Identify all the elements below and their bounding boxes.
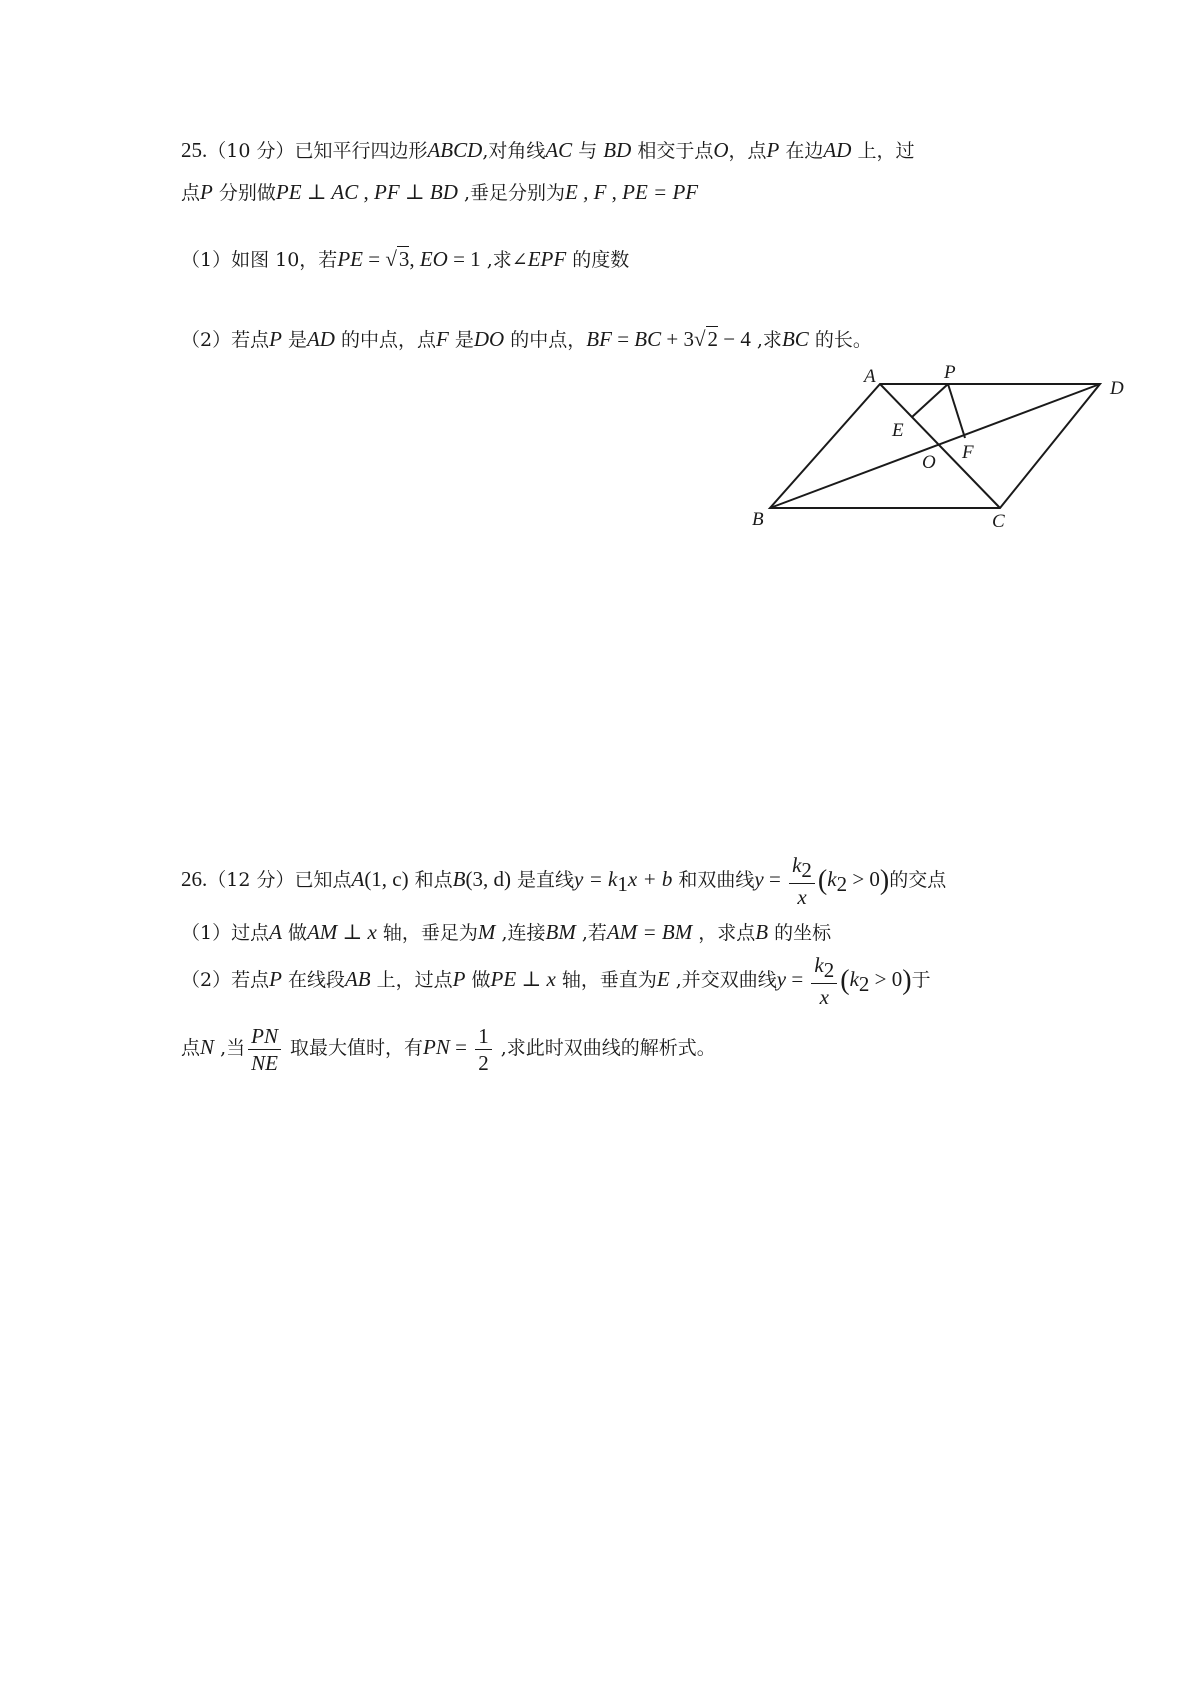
q25-score: （10 分） xyxy=(207,140,295,162)
q25-part-2: （2）若点P 是AD 的中点，点F 是DO 的中点，BF = BC + 3√2 − 4 ,求BC 的长。 xyxy=(181,327,872,351)
parallelogram-figure xyxy=(740,360,1140,530)
label-o: O xyxy=(922,452,936,473)
ratio-fraction: $\frac{PN}{NE}$ xyxy=(248,1023,281,1076)
label-a: A xyxy=(864,366,876,387)
q26-number: 26. xyxy=(181,867,208,891)
segment-pf xyxy=(948,384,965,438)
hyperbola-fraction-2: $\frac{k_2}{x}$ xyxy=(811,952,837,1010)
q25-line-1: 25.（10 分）已知平行四边形ABCD,对角线AC 与 BD 相交于点O，点P 在边AD 上，过 xyxy=(181,138,915,162)
q26-part-2-cont: 点N ,当 $\frac{PN}{NE}$ 取最大值时，有PN = $\frac{1}{2}$ ,求此时双曲线的解析式。 xyxy=(181,1023,716,1075)
diagonal-ac xyxy=(880,384,1000,508)
q26-score: （12 分） xyxy=(207,869,295,891)
label-b: B xyxy=(752,509,764,530)
label-p: P xyxy=(944,362,956,383)
half-fraction: $\frac{1}{2}$ xyxy=(475,1023,492,1076)
label-c: C xyxy=(992,511,1005,530)
q26-part-1: （1）过点A 做AM ⊥ x 轴，垂足为M ,连接BM ,若AM = BM ，求点B 的坐标 xyxy=(181,920,832,944)
q26-part-2: （2）若点P 在线段AB 上，过点P 做PE ⊥ x 轴，垂直为E ,并交双曲线y = $\frac{k_2}{x}$ $(k_2 > 0)$于 xyxy=(181,952,931,1010)
q26-line-1: 26.（12 分）已知点A(1, c) 和点B(3, d) 是直线$y = k_1x + b$ 和双曲线y = $\frac{k_2}{x}$ $(k_2 > 0)$的交点 xyxy=(181,852,947,910)
label-e: E xyxy=(892,420,904,441)
q25-line-2: 点P 分别做PE ⊥ AC , PF ⊥ BD ,垂足分别为E , F , PE = PF xyxy=(181,180,699,204)
label-f: F xyxy=(962,442,974,463)
q25-number: 25. xyxy=(181,138,208,162)
q25-part-1: （1）如图 10，若PE = √3, EO = 1 ,求∠EPF 的度数 xyxy=(181,247,630,271)
hyperbola-fraction: $\frac{k_2}{x}$ xyxy=(789,852,815,910)
label-d: D xyxy=(1110,378,1124,399)
segment-pe xyxy=(912,384,948,417)
